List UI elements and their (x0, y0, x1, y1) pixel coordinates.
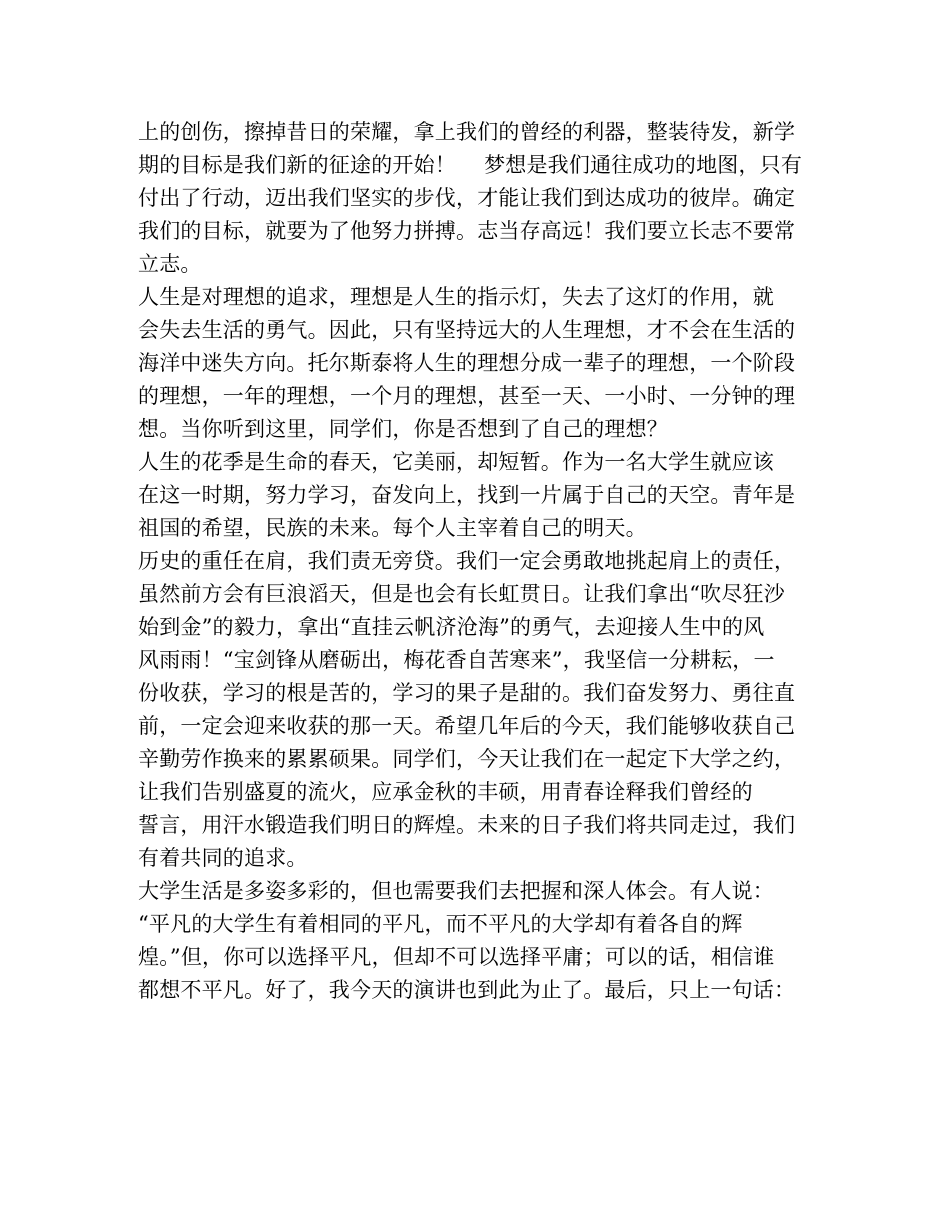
text-line: 始到金”的毅力，拿出“直挂云帆济沧海”的勇气，去迎接人生中的风 (138, 615, 765, 639)
text-line: 让我们告别盛夏的流火，应承金秋的丰硕，用青春诠释我们曾经的 (138, 780, 753, 804)
text-line: 的理想，一年的理想，一个月的理想，甚至一天、一小时、一分钟的理 (138, 384, 796, 408)
text-line: 誓言，用汗水锻造我们明日的辉煌。未来的日子我们将共同走过，我们 (138, 813, 796, 837)
text-line: 虽然前方会有巨浪滔天，但是也会有长虹贯日。让我们拿出“吹尽狂沙 (138, 582, 785, 606)
text-line: 大学生活是多姿多彩的，但也需要我们去把握和深人体会。有人说： (138, 879, 774, 903)
text-line: 海洋中迷失方向。托尔斯泰将人生的理想分成一辈子的理想，一个阶段 (138, 351, 796, 375)
text-line: 都想不平凡。好了，我今天的演讲也到此为止了。最后，只上一句话： (138, 978, 796, 1002)
text-line: 在这一时期，努力学习，奋发向上，找到一片属于自己的天空。青年是 (138, 483, 796, 507)
text-line: 祖国的希望，民族的未来。每个人主宰着自己的明天。 (138, 516, 647, 540)
text-line: 风雨雨！“宝剑锋从磨砺出，梅花香自苦寒来”，我坚信一分耕耘，一 (138, 648, 775, 672)
text-line: 会失去生活的勇气。因此，只有坚持远大的人生理想，才不会在生活的 (138, 318, 796, 342)
text-line: 人生的花季是生命的春天，它美丽，却短暂。作为一名大学生就应该 (138, 450, 774, 474)
text-line: 期的目标是我们新的征途的开始！ 梦想是我们通往成功的地图，只有 (138, 153, 803, 177)
text-line: 想。当你听到这里，同学们，你是否想到了自己的理想？ (138, 417, 668, 441)
text-line: 煌。”但，你可以选择平凡，但却不可以选择平庸；可以的话，相信谁 (138, 945, 775, 969)
text-line: 辛勤劳作换来的累累硕果。同学们，今天让我们在一起定下大学之约， (138, 747, 796, 771)
text-line: 上的创伤，擦掉昔日的荣耀，拿上我们的曾经的利器，整装待发，新学 (138, 120, 796, 144)
text-line: 前，一定会迎来收获的那一天。希望几年后的今天，我们能够收获自己 (138, 714, 796, 738)
text-line: 有着共同的追求。 (138, 846, 308, 870)
text-line: 份收获，学习的根是苦的，学习的果子是甜的。我们奋发努力、勇往直 (138, 681, 796, 705)
text-line: 我们的目标，就要为了他努力拼搏。志当存高远！我们要立长志不要常 (138, 219, 796, 243)
text-line: “平凡的大学生有着相同的平凡，而不平凡的大学却有着各自的辉 (138, 912, 743, 936)
text-line: 人生是对理想的追求，理想是人生的指示灯，失去了这灯的作用，就 (138, 285, 774, 309)
text-line: 历史的重任在肩，我们责无旁贷。我们一定会勇敢地挑起肩上的责任， (138, 549, 796, 573)
text-line: 付出了行动，迈出我们坚实的步伐，才能让我们到达成功的彼岸。确定 (138, 186, 796, 210)
speech-text (138, 116, 828, 1007)
text-line: 立志。 (138, 252, 202, 276)
